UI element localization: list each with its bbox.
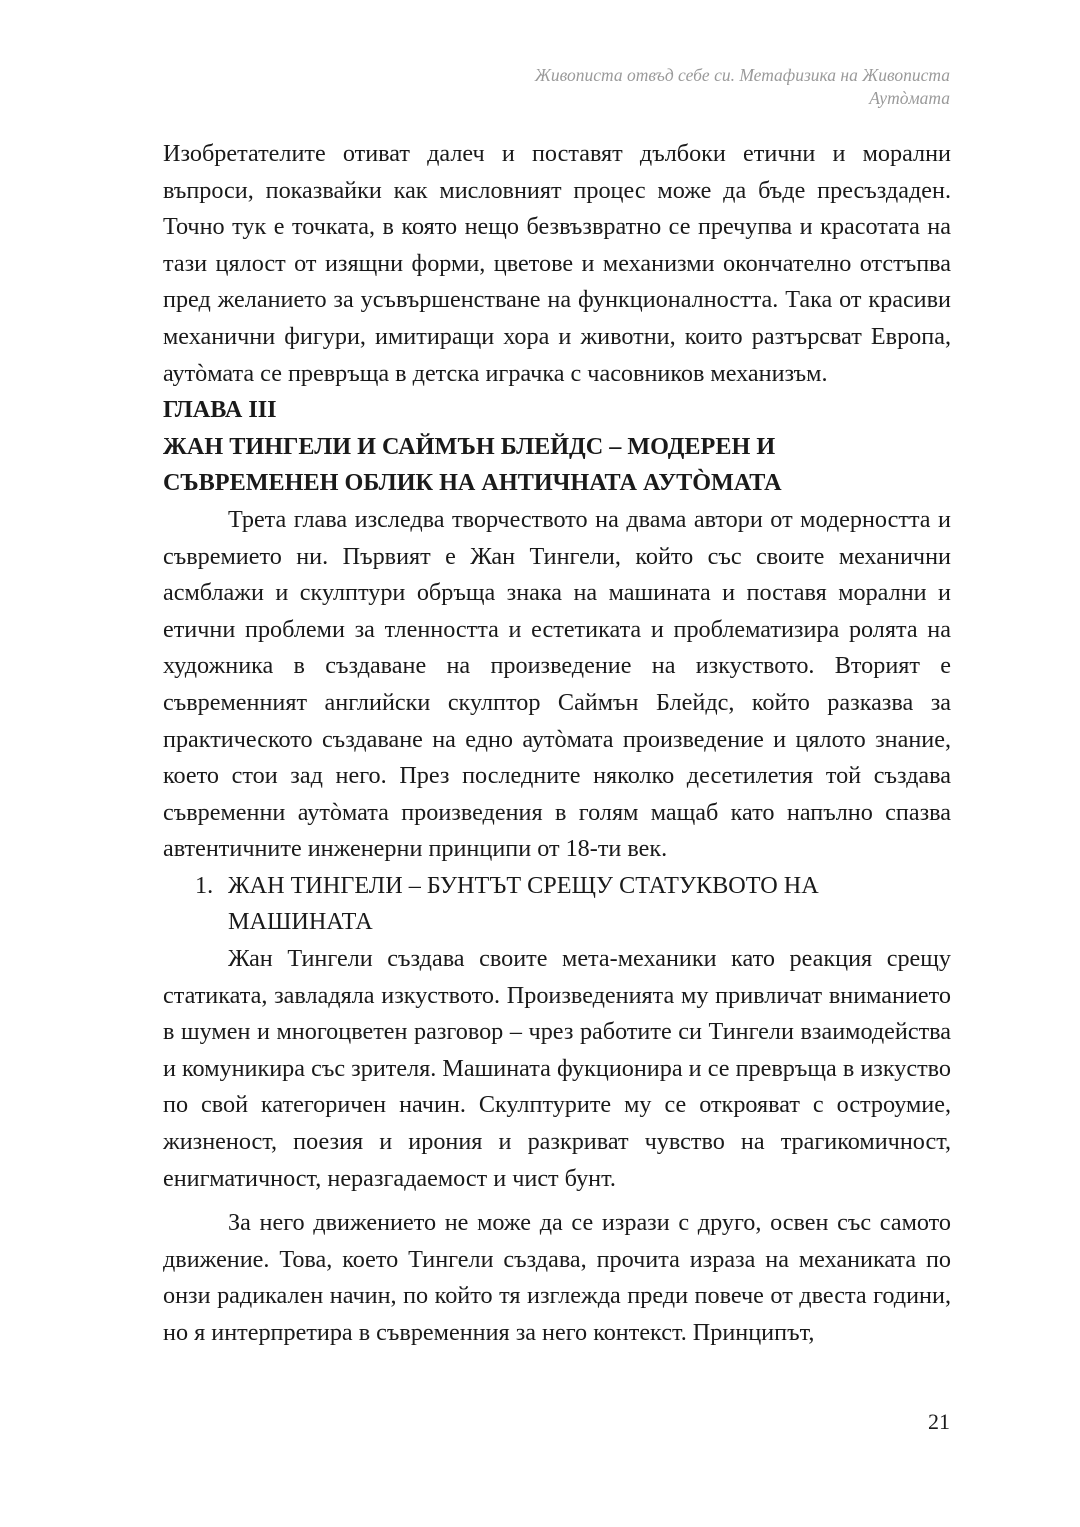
section-number: 1. — [195, 871, 214, 899]
page-number: 21 — [928, 1409, 950, 1434]
chapter-label: ГЛАВА III — [163, 396, 277, 424]
paragraph-3: Жан Тингели създава своите мета-механики като реакция срещу статиката, завладяла изкуството. Произведенията му привличат вниманието в шумен и многоцветен разговор – чрез работите си Тингели взаимодейства и комуникира със зрителя. Машината фукционира и се превръща в изкуство по свой категоричен начин. Скулптурите му се открояват с остроумие, жизненост, поезия и ирония и разкриват чувство на трагикомичност, енигматичност, неразгадаемост и чист бунт. — [163, 945, 951, 1192]
paragraph-1: Изобретателите отиват далеч и поставят дълбоки етични и морални въпроси, показвайки как мисловният процес може да бъде пресъздаден. Точно тук е точката, в която нещо безвъзвратно се пречупва и красотата на тази цялост от изящни форми, цветове и механизми окончателно отстъпва пред желанието за усъвършенстване на функционалността. Така от красиви механични фигури, имитиращи хора и животни, които разтърсват Европа, аутòмата се превръща в детска играчка с часовников механизъм. — [163, 140, 951, 387]
running-header-subtitle: Аутòмата — [869, 88, 950, 108]
paragraph-4: За него движението не може да се изрази с друго, освен със самото движение. Това, което Тингели създава, прочита израза на механиката по онзи радикален начин, по който тя изглежда преди повече от двеста години, но я интерпретира в съвременния за него контекст. Принципът, — [163, 1209, 951, 1346]
body-text — [163, 136, 951, 1352]
paragraph-2: Трета глава изследва творчеството на двама автори от модерността и съвремието ни. Първият е Жан Тингели, който със своите механични асмблажи и скулптури обръща знака на машината и поставя морални и етични проблеми за тленността и естетиката и проблематизира ролята на художника в създаване на произведение на изкуството. Вторият е съвременният английски скулптор Саймън Блейдс, който разказва за практическото създаване на едно аутòмата произведение и цялото знание, което стои зад него. През последните няколко десетилетия той създава съвременни аутòмата произведения в голям мащаб като напълно спазва автентичните инженерни принципи от 18-ти век. — [163, 505, 951, 863]
running-header — [310, 64, 950, 110]
section-title: ЖАН ТИНГЕЛИ – БУНТЪТ СРЕЩУ СТАТУКВОТО НА МАШИНАТА — [228, 871, 819, 936]
section-heading — [163, 868, 868, 941]
chapter-title: ЖАН ТИНГЕЛИ И САЙМЪН БЛЕЙДС – МОДЕРЕН И СЪВРЕМЕНЕН ОБЛИК НА АНТИЧНАТА АУТÒМАТА — [163, 432, 782, 497]
running-header-title: Живописта отвъд себе си. Метафизика на Живописта — [534, 65, 950, 85]
